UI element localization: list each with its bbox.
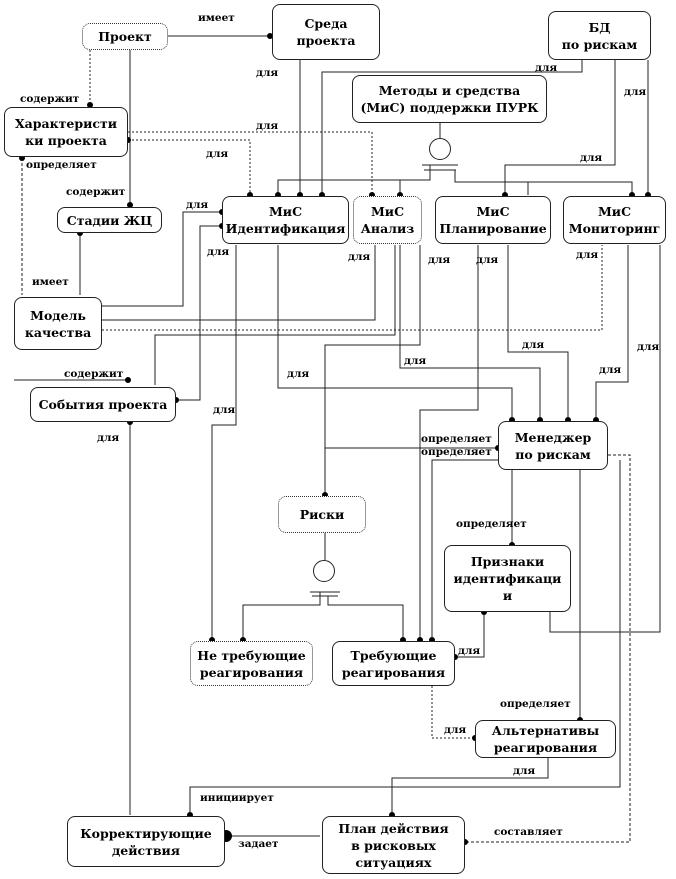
label-for-19: для xyxy=(97,432,120,444)
node-no-response[interactable]: Не требующие реагирования xyxy=(190,641,313,686)
edge-mis-planning-manager xyxy=(508,245,568,420)
label-defines-3: определяет xyxy=(421,446,492,458)
node-lifecycle[interactable]: Стадии ЖЦ xyxy=(57,207,162,233)
edge-mis-analysis-risks xyxy=(325,245,420,495)
label-for-8: для xyxy=(207,246,230,258)
label-for-10: для xyxy=(428,254,451,266)
node-project[interactable]: Проект xyxy=(82,23,168,50)
label-has-2: имеет xyxy=(32,276,69,288)
label-for-4: для xyxy=(256,120,279,132)
node-characteristics[interactable]: Характеристи ки проекта xyxy=(4,107,128,157)
edge-mis-monitor-manager xyxy=(596,245,628,420)
label-for-17: для xyxy=(287,368,310,380)
label-for-2: для xyxy=(535,62,558,74)
label-for-12: для xyxy=(576,249,599,261)
label-for-22: для xyxy=(513,765,536,777)
node-mis-monitoring[interactable]: МиС Мониторинг xyxy=(563,196,666,244)
node-ident-signs[interactable]: Признаки идентификаци и xyxy=(444,545,571,612)
label-for-3: для xyxy=(624,86,647,98)
node-action-plan[interactable]: План действия в рисковых ситуациях xyxy=(322,816,465,874)
node-environment[interactable]: Среда проекта xyxy=(272,4,380,60)
label-contains-1: содержит xyxy=(20,93,80,105)
edge-fork-children xyxy=(243,592,403,640)
label-for-7: для xyxy=(186,199,209,211)
label-for-20: для xyxy=(458,645,481,657)
edge-char-mis-ident xyxy=(128,140,250,195)
label-for-14: для xyxy=(637,341,660,353)
node-response[interactable]: Требующие реагирования xyxy=(332,641,455,686)
label-for-18: для xyxy=(213,404,236,416)
label-for-13: для xyxy=(522,339,545,351)
edge-events-mis-analysis xyxy=(155,245,395,385)
node-project-events[interactable]: События проекта xyxy=(30,387,176,422)
methods-fork-circle xyxy=(429,138,451,160)
node-mis-analysis[interactable]: МиС Анализ xyxy=(353,196,422,244)
risks-fork-circle xyxy=(313,560,335,582)
edge-mis-analysis-manager xyxy=(400,245,540,420)
label-for-11: для xyxy=(476,254,499,266)
label-for-1: для xyxy=(256,67,279,79)
edge-manager-plan xyxy=(465,455,630,842)
label-defines-2: определяет xyxy=(421,433,492,445)
node-methods[interactable]: Методы и средства (МиС) поддержки ПУРК xyxy=(352,75,547,123)
label-defines-1: определяет xyxy=(26,159,97,171)
node-risk-db[interactable]: БД по рискам xyxy=(548,11,651,60)
label-for-9: для xyxy=(348,251,371,263)
node-mis-identification[interactable]: МиС Идентификация xyxy=(222,196,349,244)
label-initiates: инициирует xyxy=(200,792,274,804)
node-alternatives[interactable]: Альтернативы реагирования xyxy=(475,720,616,758)
label-for-15: для xyxy=(404,355,427,367)
label-sets: задает xyxy=(238,838,279,850)
node-mis-planning[interactable]: МиС Планирование xyxy=(435,196,551,244)
label-for-6: для xyxy=(580,152,603,164)
label-for-16: для xyxy=(599,364,622,376)
node-risk-manager[interactable]: Менеджер по рискам xyxy=(498,421,608,470)
label-defines-4: определяет xyxy=(456,518,527,530)
label-composes: составляет xyxy=(494,826,563,838)
label-contains-2: содержит xyxy=(66,186,126,198)
label-for-5: для xyxy=(206,148,229,160)
label-defines-5: определяет xyxy=(500,698,571,710)
edge-mis-ident-no-response xyxy=(212,245,236,640)
edge-manager-corrective xyxy=(190,460,620,815)
label-for-21: для xyxy=(444,724,467,736)
node-risks[interactable]: Риски xyxy=(278,496,366,533)
label-has-1: имеет xyxy=(198,12,235,24)
edge-quality-mis-analysis xyxy=(102,245,375,320)
label-contains-3: содержит xyxy=(64,368,124,380)
node-quality-model[interactable]: Модель качества xyxy=(14,297,102,350)
node-corrective[interactable]: Корректирующие действия xyxy=(67,816,225,867)
